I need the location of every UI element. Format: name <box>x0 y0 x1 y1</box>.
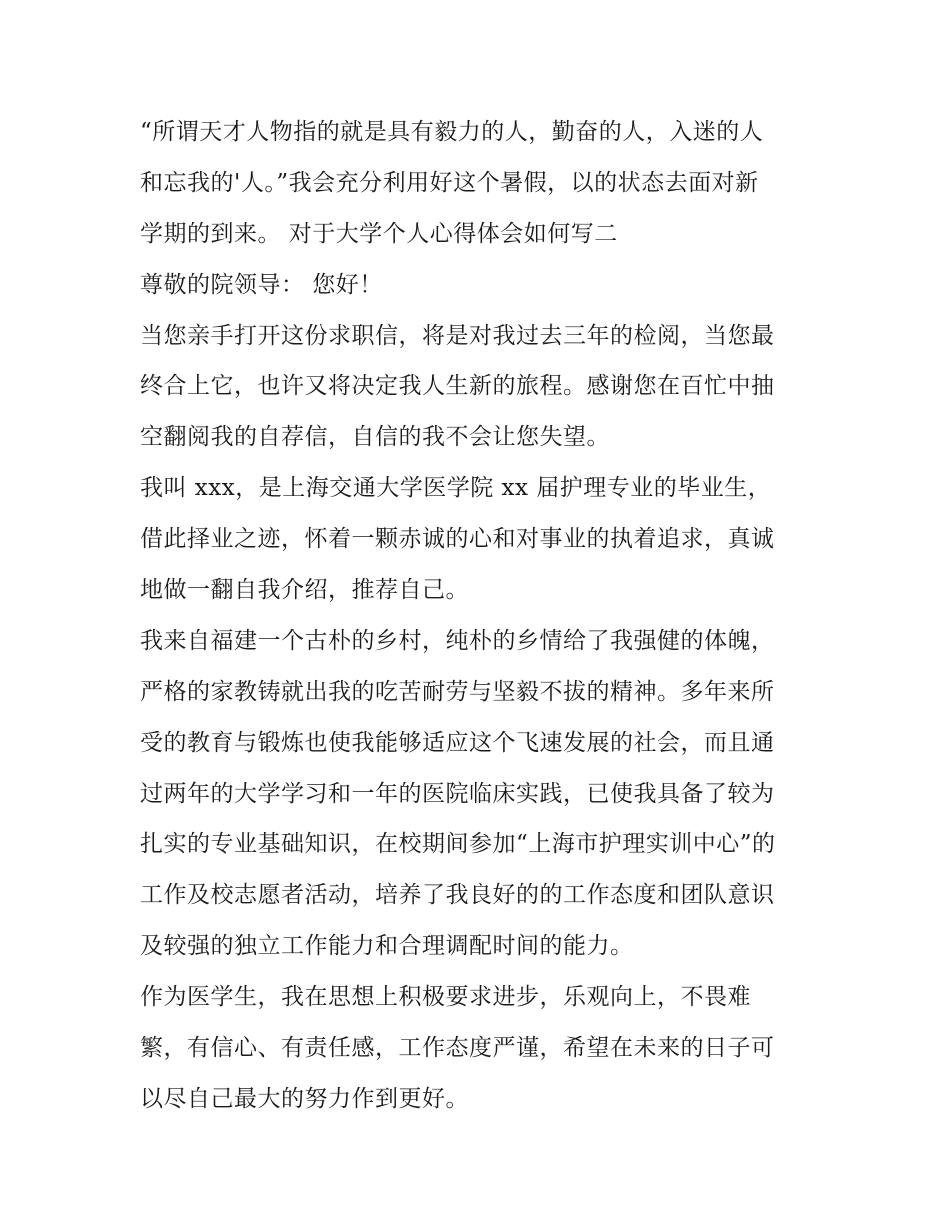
text-line: 扎实的专业基础知识，在校期间参加“上海市护理实训中心”的 <box>140 831 776 858</box>
text-line: 空翻阅我的自荐信，自信的我不会让您失望。 <box>140 424 610 451</box>
text-line: 作为医学生，我在思想上积极要求进步，乐观向上，不畏难 <box>140 984 751 1011</box>
text-line: 繁，有信心、有责任感，工作态度严谨，希望在未来的日子可 <box>140 1035 775 1062</box>
text-line: 工作及校志愿者活动，培养了我良好的的工作态度和团队意识 <box>140 882 775 909</box>
text-line: 我来自福建一个古朴的乡村，纯朴的乡情给了我强健的体魄， <box>140 627 775 654</box>
salutation-line: 尊敬的院领导： 您好！ <box>140 271 383 298</box>
text-line: 我叫 xxx，是上海交通大学医学院 xx 届护理专业的毕业生， <box>140 475 772 502</box>
document-body <box>140 107 820 1125</box>
text-line: 过两年的大学学习和一年的医院临床实践，已使我具备了较为 <box>140 780 775 807</box>
text-line: “所谓天才人物指的就是具有毅力的人，勤奋的人，入迷的人 <box>140 119 764 145</box>
text-line: 学期的到来。 对于大学个人心得体会如何写二 <box>140 220 618 247</box>
text-line: 受的教育与锻炼也使我能够适应这个飞速发展的社会，而且通 <box>140 729 775 756</box>
text-line: 及较强的独立工作能力和合理调配时间的能力。 <box>140 933 634 960</box>
text-line: 和忘我的'人。”我会充分利用好这个暑假，以的状态去面对新 <box>140 169 759 196</box>
text-line: 以尽自己最大的努力作到更好。 <box>140 1085 469 1112</box>
text-line: 当您亲手打开这份求职信，将是对我过去三年的检阅，当您最 <box>140 322 775 349</box>
text-line: 终合上它，也许又将决定我人生新的旅程。感谢您在百忙中抽 <box>140 373 775 400</box>
text-line: 借此择业之迹，怀着一颗赤诚的心和对事业的执着追求，真诚 <box>140 526 775 553</box>
text-line: 严格的家教铸就出我的吃苦耐劳与坚毅不拔的精神。多年来所 <box>140 678 775 705</box>
text-line: 地做一翻自我介绍，推荐自己。 <box>140 577 469 604</box>
